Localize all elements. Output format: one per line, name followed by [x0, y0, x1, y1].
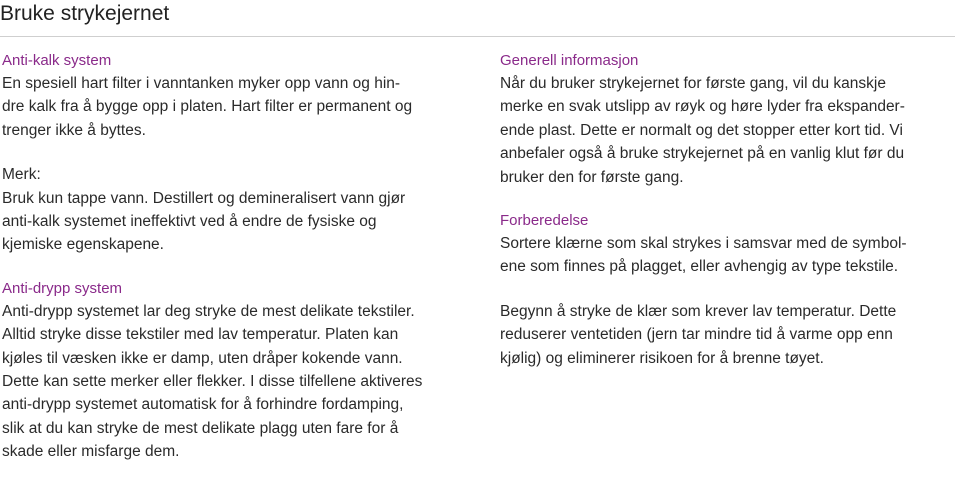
- forberedelse-heading: Forberedelse: [500, 212, 589, 230]
- paragraph-line: reduserer ventetiden (jern tar mindre tid å varme opp enn: [500, 326, 893, 344]
- paragraph-line: anti-drypp systemet automatisk for å forhindre fordamping,: [2, 396, 404, 414]
- page-title: Bruke strykejernet: [0, 2, 170, 25]
- paragraph-line: Når du bruker strykejernet for første gang, vil du kanskje: [500, 75, 886, 92]
- merk-label: Merk:: [2, 166, 41, 184]
- paragraph-line: kjemiske egenskapene.: [2, 236, 164, 254]
- anti-drypp-section: [2, 278, 464, 464]
- paragraph-line: Bruk kun tappe vann. Destillert og demineralisert vann gjør: [2, 189, 406, 207]
- paragraph-line: bruker den for første gang.: [500, 168, 684, 186]
- left-column: [2, 50, 464, 485]
- paragraph-line: slik at du kan stryke de mest delikate plagg uten fare for å: [2, 419, 399, 437]
- paragraph-line: kjølig) og eliminerer risikoen for å brenne tøyet.: [500, 349, 824, 367]
- paragraph-line: dre kalk fra å bygge opp i platen. Hart filter er permanent og: [2, 98, 413, 116]
- paragraph-line: Dette kan sette merker eller flekker. I disse tilfellene aktiveres: [2, 373, 423, 391]
- paragraph-line: Alltid stryke disse tekstiler med lav temperatur. Platen kan: [2, 326, 399, 344]
- paragraph-line: ende plast. Dette er normalt og det stopper etter kort tid. Vi: [500, 121, 903, 139]
- generell-section: [500, 50, 955, 189]
- title-divider: [0, 36, 955, 37]
- temperatur-section: [500, 300, 955, 370]
- paragraph-line: ene som finnes på plagget, eller avhengig av type tekstile.: [500, 258, 899, 276]
- paragraph-line: skade eller misfarge dem.: [2, 443, 180, 461]
- paragraph-line: En spesiell hart filter i vanntanken myker opp vann og hin-: [2, 75, 401, 92]
- generell-heading: Generell informasjon: [500, 52, 639, 69]
- right-column: [500, 50, 955, 391]
- anti-drypp-heading: Anti-drypp system: [2, 279, 123, 297]
- paragraph-line: trenger ikke å byttes.: [2, 121, 146, 139]
- paragraph-line: merke en svak utslipp av røyk og høre lyder fra ekspander-: [500, 98, 905, 116]
- paragraph-line: kjøles til væsken ikke er damp, uten dråper kokende vann.: [2, 349, 403, 367]
- forberedelse-section: [500, 210, 955, 279]
- paragraph-line: anbefaler også å bruke strykejernet på en vanlig klut før du: [500, 145, 905, 163]
- paragraph-line: Begynn å stryke de klær som krever lav temperatur. Dette: [500, 302, 897, 320]
- paragraph-line: Sortere klærne som skal strykes i samsvar med de symbol-: [500, 235, 907, 253]
- merk-section: [2, 163, 464, 257]
- paragraph-line: Anti-drypp systemet lar deg stryke de mest delikate tekstiler.: [2, 302, 415, 320]
- anti-kalk-section: [2, 50, 464, 142]
- anti-kalk-heading: Anti-kalk system: [2, 52, 112, 69]
- paragraph-line: anti-kalk systemet ineffektivt ved å endre de fysiske og: [2, 213, 377, 231]
